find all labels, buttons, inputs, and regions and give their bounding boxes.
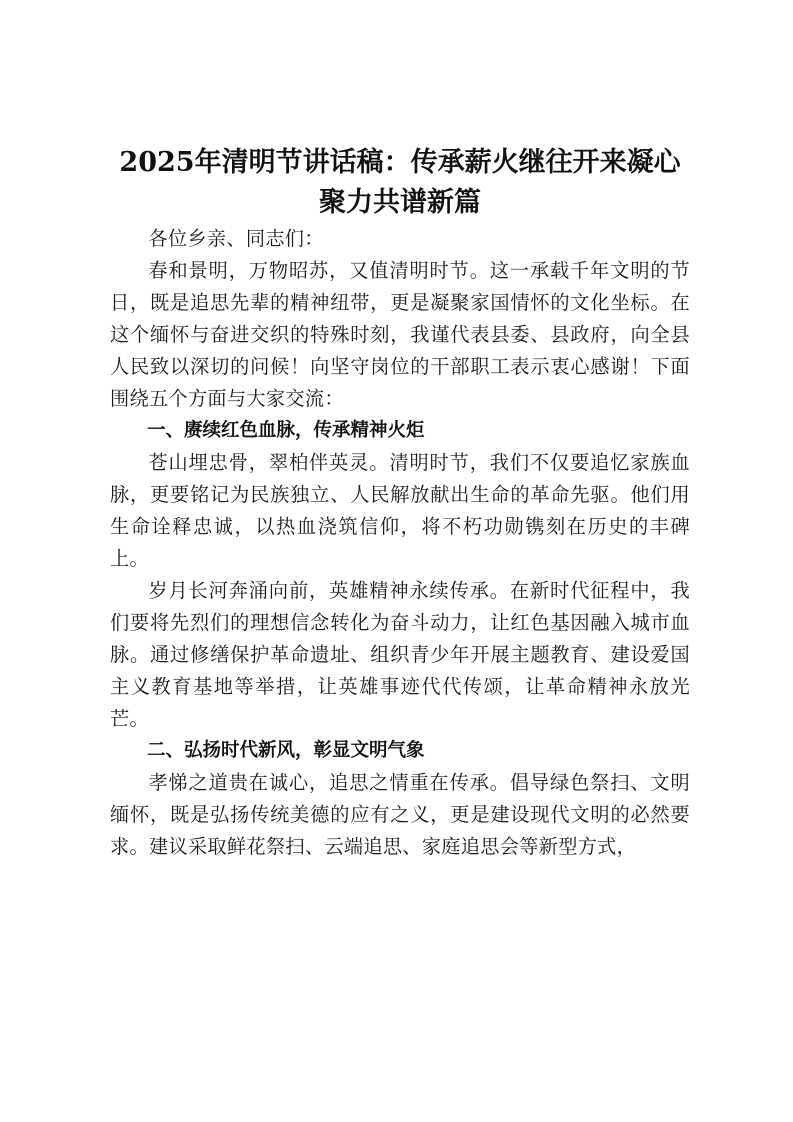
section-2-paragraph-1: 孝悌之道贵在诚心，追思之情重在传承。倡导绿色祭扫、文明缅怀，既是弘扬传统美德的应有之义，更是建设现代文明的必然要求。建议采取鲜花祭扫、云端追思、家庭追思会等新型方式， [110,771,690,858]
section-1-paragraph-2: 岁月长河奔涌向前，英雄精神永续传承。在新时代征程中，我们要将先烈们的理想信念转化为奋斗动力，让红色基因融入城市血脉。通过修缮保护革命遗址、组织青少年开展主题教育、建设爱国主义教育基地等举措，让英雄事迹代代传颂，让革命精神永放光芒。 [110,579,690,730]
section-2-heading: 二、弘扬时代新风，彰显文明气象 [147,740,425,761]
salutation: 各位乡亲、同志们： [148,227,324,250]
intro-paragraph: 春和景明，万物昭苏，又值清明时节。这一承载千年文明的节日，既是追思先辈的精神纽带，更是凝聚家国情怀的文化坐标。在这个缅怀与奋进交织的特殊时刻，我谨代表县委、县政府，向全县人民致以深切的问候！向坚守岗位的干部职工表示衷心感谢！下面围绕五个方面与大家交流： [110,259,690,410]
title-line-1: 2025年清明节讲话稿：传承薪火继往开来凝心 [119,147,681,178]
document-body [110,143,690,863]
section-1-paragraph-1: 苍山埋忠骨，翠柏伴英灵。清明时节，我们不仅要追忆家族血脉，更要铭记为民族独立、人民解放献出生命的革命先驱。他们用生命诠释忠诚，以热血浇筑信仰，将不朽功勋镌刻在历史的丰碑上。 [110,451,690,570]
document-title [110,143,690,223]
section-1-heading: 一、赓续红色血脉，传承精神火炬 [147,420,425,441]
title-line-2: 聚力共谱新篇 [319,187,481,218]
